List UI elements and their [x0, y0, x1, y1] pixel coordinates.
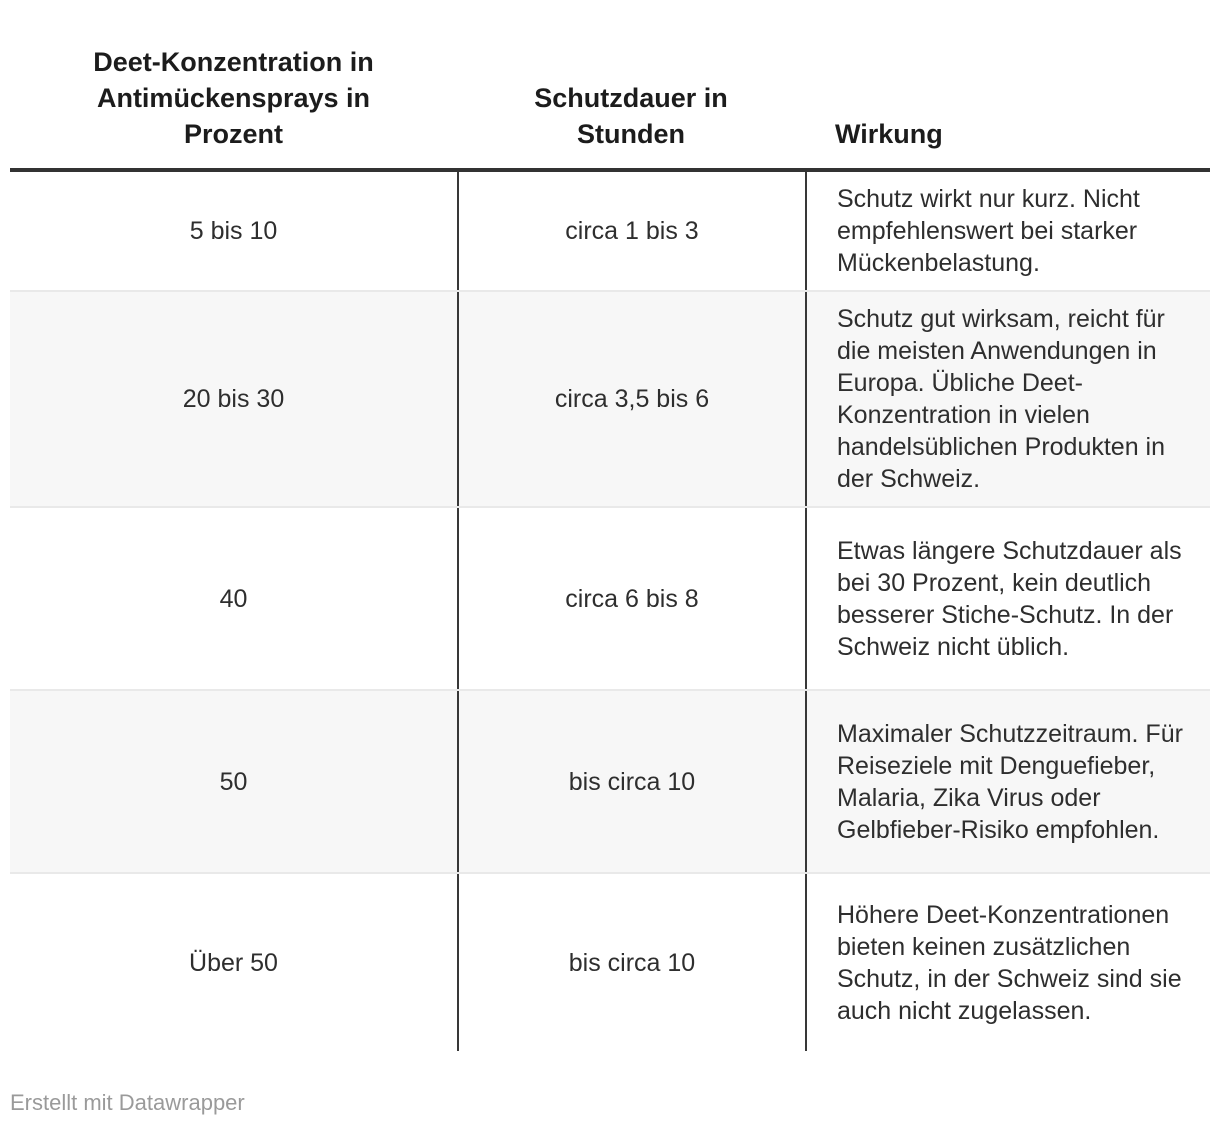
cell-schutzdauer	[457, 172, 805, 290]
table-row	[10, 506, 1210, 689]
column-header-schutzdauer	[457, 80, 805, 168]
cell-value: bis circa 10	[568, 767, 696, 796]
table-row	[10, 872, 1210, 1051]
cell-konzentration	[10, 691, 457, 872]
cell-konzentration	[10, 508, 457, 689]
cell-konzentration	[10, 172, 457, 290]
cell-value: bis circa 10	[568, 948, 696, 977]
table-header	[10, 0, 1210, 172]
cell-value: 40	[219, 584, 248, 613]
cell-value: Über 50	[189, 948, 278, 977]
cell-konzentration	[10, 874, 457, 1051]
table-row	[10, 689, 1210, 872]
cell-schutzdauer	[457, 691, 805, 872]
cell-value: Schutz wirkt nur kurz. Nicht empfehlenswert bei starker Mückenbelastung.	[837, 185, 1140, 277]
cell-value: circa 3,5 bis 6	[554, 385, 710, 413]
cell-wirkung	[805, 172, 1210, 290]
table-body	[10, 172, 1210, 1051]
cell-schutzdauer	[457, 508, 805, 689]
cell-value: Maximaler Schutzzeitraum. Für Reiseziele mit Denguefieber, Malaria, Zika Virus oder Gelbfieber-Risiko empfohlen.	[837, 719, 1183, 844]
cell-value: Höhere Deet-Konzentrationen bieten keinen zusätzlichen Schutz, in der Schweiz sind sie auch nicht zugelassen.	[837, 900, 1182, 1025]
column-header-label: Wirkung	[835, 119, 943, 149]
cell-value: circa 1 bis 3	[565, 217, 699, 245]
table-row	[10, 290, 1210, 506]
cell-wirkung	[805, 508, 1210, 689]
cell-value: 20 bis 30	[182, 385, 285, 413]
cell-wirkung	[805, 292, 1210, 506]
datawrapper-attribution[interactable]: Erstellt mit Datawrapper	[10, 1090, 245, 1115]
cell-value: Schutz gut wirksam, reicht für die meisten Anwendungen in Europa. Übliche Deet-Konzentration in vielen handelsüblichen Produkten in der Schweiz.	[837, 305, 1166, 493]
cell-konzentration	[10, 292, 457, 506]
table-row	[10, 172, 1210, 290]
column-header-label: Deet-Konzentration in Antimückensprays in Prozent	[93, 47, 374, 149]
cell-value: Etwas längere Schutzdauer als bei 30 Prozent, kein deutlich besserer Stiche-Schutz. In der Schweiz nicht üblich.	[837, 536, 1182, 661]
cell-value: circa 6 bis 8	[565, 584, 699, 613]
column-header-label: Schutzdauer in Stunden	[534, 83, 728, 149]
column-header-deet-konzentration	[10, 44, 457, 168]
cell-schutzdauer	[457, 874, 805, 1051]
cell-wirkung	[805, 691, 1210, 872]
cell-value: 50	[219, 767, 248, 796]
cell-wirkung	[805, 874, 1210, 1051]
cell-schutzdauer	[457, 292, 805, 506]
data-table	[10, 0, 1210, 1051]
cell-value: 5 bis 10	[189, 217, 278, 245]
column-header-wirkung	[805, 116, 1210, 168]
